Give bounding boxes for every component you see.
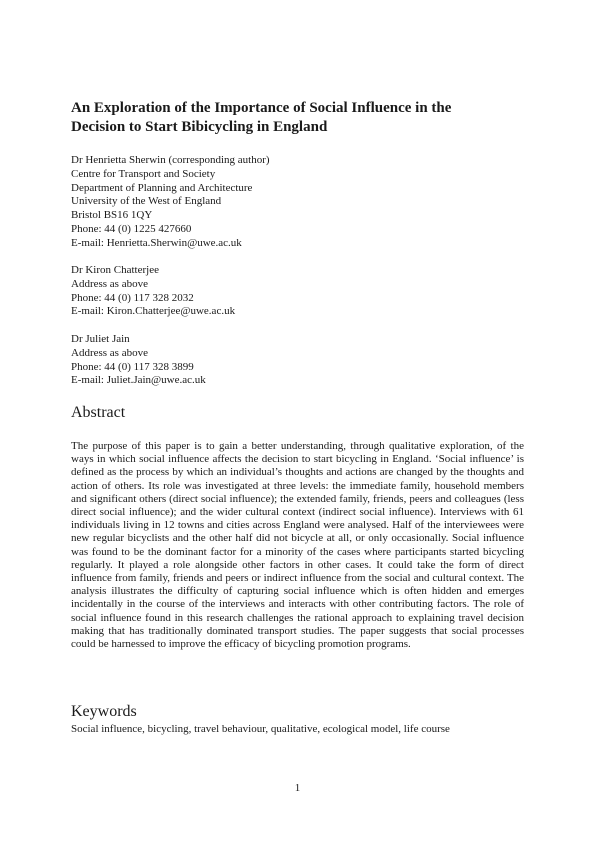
author-line: E-mail: Henrietta.Sherwin@uwe.ac.uk: [71, 236, 242, 249]
title-line: Decision to Start Bibicycling in England: [71, 119, 328, 135]
title-line: An Exploration of the Importance of Social Influence in the: [71, 100, 452, 116]
author-line: Phone: 44 (0) 117 328 2032: [71, 291, 194, 304]
author-block-chatterjee: [71, 264, 235, 319]
author-line: E-mail: Juliet.Jain@uwe.ac.uk: [71, 374, 206, 387]
author-line: University of the West of England: [71, 195, 222, 208]
paper-title: [71, 99, 541, 137]
author-line: Phone: 44 (0) 1225 427660: [71, 222, 192, 235]
author-line: Bristol BS16 1QY: [71, 209, 153, 222]
author-line: Address as above: [71, 277, 148, 290]
author-line: Dr Henrietta Sherwin (corresponding author): [71, 154, 270, 166]
author-line: Department of Planning and Architecture: [71, 181, 253, 194]
author-line: Phone: 44 (0) 117 328 3899: [71, 360, 194, 373]
keywords-text: Social influence, bicycling, travel behaviour, qualitative, ecological model, life course: [71, 723, 450, 735]
author-line: Dr Kiron Chatterjee: [71, 264, 159, 276]
author-line: Address as above: [71, 346, 148, 359]
keywords-heading: Keywords: [71, 703, 137, 720]
author-block-jain: [71, 333, 206, 388]
author-block-sherwin: [71, 154, 270, 251]
author-line: Dr Juliet Jain: [71, 333, 130, 345]
abstract-heading: Abstract: [71, 404, 126, 421]
author-line: Centre for Transport and Society: [71, 167, 216, 180]
page-number: 1: [294, 782, 301, 794]
author-line: E-mail: Kiron.Chatterjee@uwe.ac.uk: [71, 305, 236, 318]
abstract-text: The purpose of this paper is to gain a better understanding, through qualitative exploration, of the ways in which social influence affects the decision to start bicycling in England. ‘Social influence’ is defined as the process by which an individual’s thoughts and actions are changed by the thoughts and action of others. Its role was investigated at three levels: the immediate family, household members and significant others (direct social influence); the extended family, friends, peers and colleagues (less direct social influence); and the wider cultural context (indirect social influence). Interviews with 61 individuals living in 12 towns and cities across England were analysed. Half of the interviewees were new regular bicyclists and the other half did not bicycle at all, or only occasionally. Social influence was found to be the dominant factor for a minority of the cases where participants started bicycling regularly. It played a role alongside other factors in other cases. It could take the form of direct influence from family, friends and peers or indirect influence from the social and cultural context. The analysis illustrates the difficulty of capturing social influence which is often hidden and emerges incidentally in the course of the interviews and interacts with other contributing factors. The role of social influence found in this research challenges the rational approach to explaining travel decision making that has traditionally dominated transport studies. The paper suggests that social processes could be harnessed to improve the efficacy of bicycling promotion programs.: [71, 440, 524, 651]
